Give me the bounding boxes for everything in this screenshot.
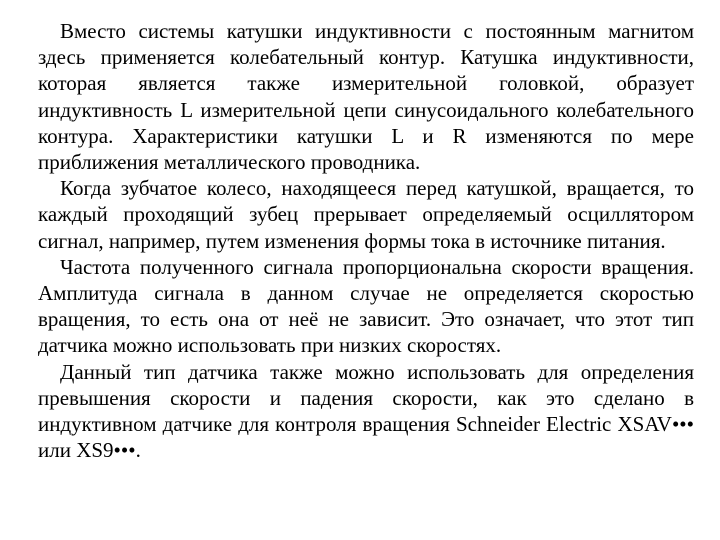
- paragraph-oscillating-circuit: Вместо системы катушки индуктивности с постоянным магнитом здесь применяется колебательный контур. Катушка индуктивности, которая является также измерительной головкой, образует индуктивность L измерительной цепи синусоидального колебательного контура. Характеристики катушки L и R изменяются по мере приближения металлического проводника.: [38, 19, 694, 175]
- paragraph-gear-wheel: Когда зубчатое колесо, находящееся перед катушкой, вращается, то каждый проходящий зубец прерывает определяемый осциллятором сигнал, например, путем изменения формы тока в источнике питания.: [38, 176, 694, 253]
- paragraph-signal-frequency: Частота полученного сигнала пропорциональна скорости вращения. Амплитуда сигнала в данном случае не определяется скоростью вращения, то есть она от неё не зависит. Это означает, что этот тип датчика можно использовать при низких скоростях.: [38, 254, 694, 358]
- document-body: [38, 18, 694, 463]
- paragraph-overspeed-detection: Данный тип датчика также можно использовать для определения превышения скорости и падения скорости, как это сделано в индуктивном датчике для контроля вращения Schneider Electric XSAV••• или XS9•••.: [38, 359, 694, 463]
